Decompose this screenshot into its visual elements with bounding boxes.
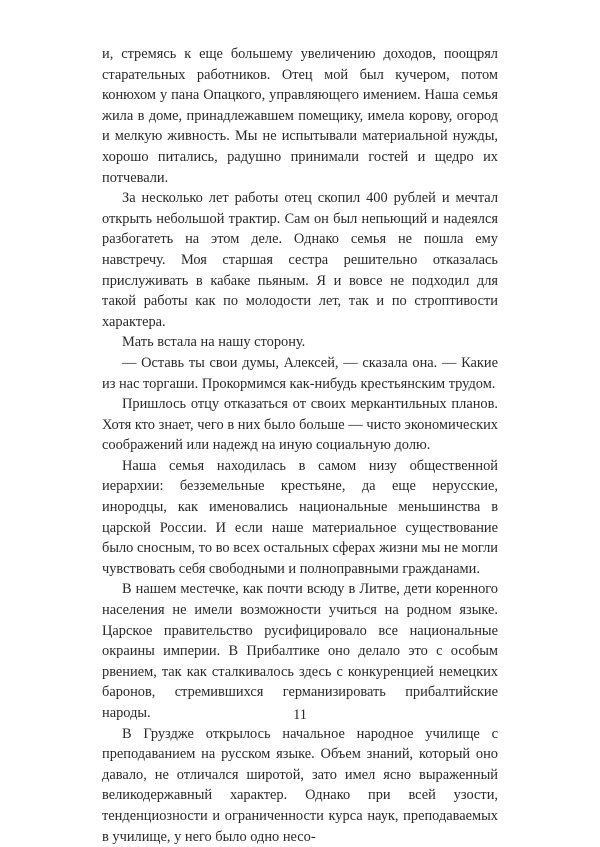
paragraph-4: — Оставь ты свои думы, Алексей, — сказала она. — Какие из нас торгаши. Прокормимся как-нибудь крестьянским трудом.	[102, 354, 498, 392]
paragraph-1: и, стремясь к еще большему увеличению доходов, поощрял старательных работников. Отец мой был кучером, потом конюхом у пана Опацкого, управляющего имением. Наша семья жила в доме, принадлежавшем помещику, имела корову, огород и мелкую живность. Мы не испытывали материальной нужды, хорошо питались, радушно принимали гостей и щедро их потчевали.	[102, 46, 498, 186]
paragraph-8: В Груздже открылось начальное народное училище с преподаванием на русском языке. Объем знаний, который оно давало, не отличался широтой, зато имел ясно выраженный великодержавный характер. Однако при всей узости, тенденциозности и ограниченности курса наук, преподаваемых в училище, у него было одно несо-	[102, 725, 498, 845]
page-body	[102, 44, 498, 847]
paragraph-3: Мать встала на нашу сторону.	[122, 334, 306, 351]
paragraph-6: Наша семья находилась в самом низу общественной иерархии: безземельные крестьяне, да еще нерусские, инородцы, как именовались национальные меньшинства в царской России. И если наше материальное существование было сносным, то во всех остальных сферах жизни мы не могли чувствовать себя свободными и полноправными гражданами.	[102, 457, 498, 577]
paragraph-2: За несколько лет работы отец скопил 400 рублей и мечтал открыть небольшой трактир. Сам он был непьющий и надеялся разбогатеть на этом деле. Однако семья не пошла ему навстречу. Моя старшая сестра решительно отказалась прислуживать в кабаке пьяным. Я и вовсе не подходил для такой работы как по молодости лет, так и по строптивости характера.	[102, 190, 498, 330]
page-number: 11	[293, 707, 307, 723]
paragraph-5: Пришлось отцу отказаться от своих меркантильных планов. Хотя кто знает, чего в них было больше — чисто экономических соображений или надежд на иную социальную долю.	[102, 396, 498, 454]
paragraph-7: В нашем местечке, как почти всюду в Литве, дети коренного населения не имели возможности учиться на родном языке. Царское правительство русифицировало все национальные окраины империи. В Прибалтике оно делало это с особым рвением, так как сталкивалось здесь с конкуренцией немецких баронов, стремившихся германизировать прибалтийские народы.	[102, 581, 498, 721]
